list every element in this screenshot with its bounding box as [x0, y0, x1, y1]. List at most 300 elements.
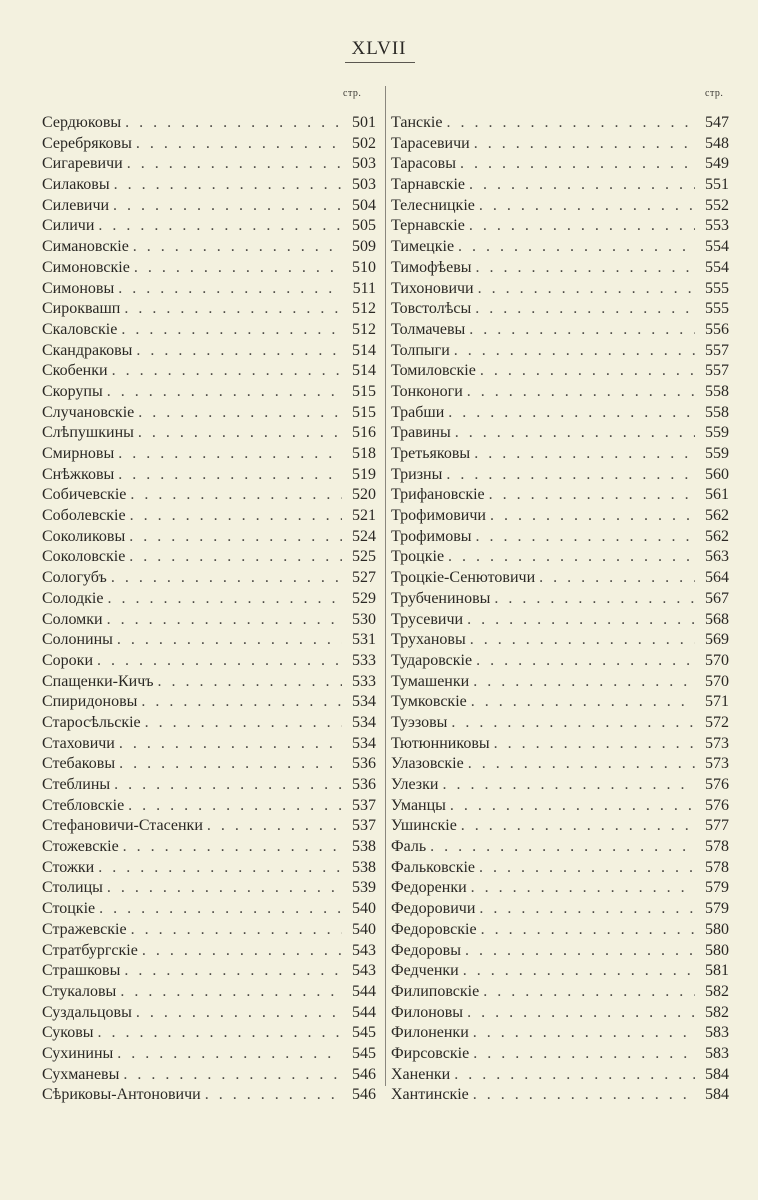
entry-page: 573: [705, 755, 729, 773]
index-entry: [391, 423, 729, 444]
index-entry: [42, 113, 376, 134]
index-entry: [391, 485, 729, 506]
entry-name: Спащенки-Кичъ: [42, 672, 154, 690]
dot-leader: [463, 961, 695, 982]
index-entry: [391, 279, 729, 300]
index-entry: [42, 506, 376, 527]
index-entry: [42, 589, 376, 610]
dot-leader: [480, 361, 695, 382]
entry-name: Слѣпушкины: [42, 424, 134, 442]
dot-leader: [478, 279, 695, 300]
entry-name: Трубчениновы: [391, 589, 491, 607]
entry-name: Силаковы: [42, 176, 110, 194]
dot-leader: [471, 878, 695, 899]
entry-name: Стебаковы: [42, 755, 116, 773]
entry-page: 544: [352, 1003, 376, 1021]
index-entry: [391, 506, 729, 527]
entry-name: Солодкіе: [42, 589, 104, 607]
entry-name: Федоренки: [391, 879, 467, 897]
dot-leader: [448, 547, 695, 568]
entry-page: 571: [705, 693, 729, 711]
entry-name: Скорупы: [42, 382, 103, 400]
entry-name: Трофимовичи: [391, 507, 486, 525]
index-entry: [391, 775, 729, 796]
entry-page: 529: [352, 589, 376, 607]
entry-page: 514: [352, 362, 376, 380]
entry-name: Симоновы: [42, 279, 115, 297]
entry-page: 533: [352, 672, 376, 690]
entry-page: 548: [705, 134, 729, 152]
index-entry: [391, 816, 729, 837]
entry-name: Ханенки: [391, 1065, 451, 1083]
entry-page: 512: [352, 300, 376, 318]
index-entry: [391, 878, 729, 899]
entry-name: Тернавскіе: [391, 217, 465, 235]
entry-name: Толмачевы: [391, 320, 466, 338]
dot-leader: [127, 154, 342, 175]
dot-leader: [119, 754, 342, 775]
index-entry: [42, 154, 376, 175]
entry-page: 583: [705, 1024, 729, 1042]
dot-leader: [205, 1085, 342, 1106]
index-entry: [42, 858, 376, 879]
entry-page: 521: [352, 507, 376, 525]
entry-page: 557: [705, 362, 729, 380]
dot-leader: [117, 630, 342, 651]
index-entry: [42, 672, 376, 693]
entry-name: Федоровскіе: [391, 920, 477, 938]
entry-name: Тонконоги: [391, 382, 463, 400]
entry-page: 527: [352, 569, 376, 587]
entry-name: Сологубъ: [42, 569, 107, 587]
dot-leader: [473, 672, 695, 693]
entry-page: 577: [705, 817, 729, 835]
index-column-left: [42, 113, 376, 1106]
entry-name: Стожевскіе: [42, 838, 119, 856]
entry-name: Суковы: [42, 1024, 94, 1042]
dot-leader: [494, 589, 695, 610]
entry-name: Скобенки: [42, 362, 108, 380]
dot-leader: [455, 423, 695, 444]
entry-name: Соколиковы: [42, 527, 126, 545]
entry-page: 559: [705, 424, 729, 442]
entry-name: Телесницкіе: [391, 196, 475, 214]
index-entry: [42, 134, 376, 155]
dot-leader: [142, 941, 342, 962]
index-entry: [391, 1003, 729, 1024]
entry-name: Соболевскіе: [42, 507, 126, 525]
index-entry: [391, 382, 729, 403]
entry-name: Улезки: [391, 776, 439, 793]
entry-name: Стукаловы: [42, 982, 117, 1000]
entry-name: Собичевскіе: [42, 486, 127, 504]
entry-page: 515: [352, 382, 376, 400]
dot-leader: [468, 754, 695, 775]
entry-page: 530: [352, 610, 376, 628]
entry-page: 531: [352, 631, 376, 649]
index-entry: [42, 258, 376, 279]
dot-leader: [138, 423, 342, 444]
entry-name: Фальковскіе: [391, 858, 476, 876]
index-entry: [391, 961, 729, 982]
dot-leader: [467, 610, 695, 631]
page-number: XLVII: [351, 38, 407, 59]
index-entry: [391, 341, 729, 362]
index-entry: [42, 1003, 376, 1024]
entry-page: 573: [705, 734, 729, 752]
dot-leader: [446, 113, 695, 134]
entry-name: Сухинины: [42, 1044, 114, 1062]
entry-name: Сердюковы: [42, 114, 122, 131]
entry-page: 564: [705, 569, 729, 587]
entry-page: 504: [352, 196, 376, 214]
entry-page: 554: [705, 238, 729, 256]
entry-page: 538: [352, 858, 376, 876]
entry-name: Скаловскіе: [42, 320, 118, 338]
dot-leader: [118, 465, 342, 486]
entry-name: Хантинскіе: [391, 1086, 469, 1104]
dot-leader: [107, 382, 342, 403]
entry-page: 576: [705, 776, 729, 793]
entry-page: 580: [705, 920, 729, 938]
index-entry: [391, 568, 729, 589]
dot-leader: [479, 858, 695, 879]
index-entry: [391, 713, 729, 734]
dot-leader: [141, 692, 342, 713]
index-entry: [42, 961, 376, 982]
index-entry: [391, 547, 729, 568]
dot-leader: [446, 465, 695, 486]
entry-name: Федченки: [391, 962, 459, 980]
index-entry: [42, 630, 376, 651]
entry-page: 543: [352, 962, 376, 980]
dot-leader: [114, 175, 342, 196]
dot-leader: [113, 196, 342, 217]
dot-leader: [133, 237, 342, 258]
index-entry: [391, 858, 729, 879]
entry-page: 511: [352, 279, 376, 297]
entry-name: Толпыги: [391, 341, 450, 359]
index-entry: [391, 1085, 729, 1106]
index-entry: [42, 361, 376, 382]
index-entry: [42, 527, 376, 548]
index-entry: [42, 651, 376, 672]
entry-page: 556: [705, 320, 729, 338]
entry-page: 579: [705, 879, 729, 897]
entry-page: 520: [352, 486, 376, 504]
entry-page: 576: [705, 796, 729, 814]
entry-name: Солонины: [42, 631, 113, 649]
entry-page: 584: [705, 1086, 729, 1104]
entry-name: Спиридоновы: [42, 693, 138, 711]
index-entry: [42, 713, 376, 734]
entry-page: 543: [352, 941, 376, 959]
dot-leader: [448, 403, 695, 424]
index-entry: [42, 1085, 376, 1106]
entry-name: Трифановскіе: [391, 486, 485, 504]
index-entry: [391, 299, 729, 320]
index-entry: [391, 196, 729, 217]
dot-leader: [454, 1065, 695, 1086]
entry-page: 536: [352, 776, 376, 793]
index-entry: [42, 920, 376, 941]
entry-page: 572: [705, 713, 729, 731]
dot-leader: [129, 547, 342, 568]
entry-page: 545: [352, 1024, 376, 1042]
entry-name: Суздальцовы: [42, 1003, 132, 1021]
entry-name: Томиловскіе: [391, 362, 476, 380]
entry-name: Старосѣльскіе: [42, 713, 141, 731]
index-entry: [391, 175, 729, 196]
entry-name: Трофимовы: [391, 527, 472, 545]
index-entry: [42, 878, 376, 899]
index-entry: [42, 299, 376, 320]
entry-page: 524: [352, 527, 376, 545]
dot-leader: [107, 589, 342, 610]
index-entry: [42, 899, 376, 920]
dot-leader: [117, 1044, 342, 1065]
index-entry: [391, 651, 729, 672]
dot-leader: [123, 1065, 342, 1086]
index-entry: [391, 465, 729, 486]
column-divider: [385, 86, 386, 1086]
entry-page: 547: [705, 114, 729, 131]
index-entry: [391, 320, 729, 341]
entry-name: Симановскіе: [42, 238, 129, 256]
dot-leader: [111, 568, 342, 589]
index-entry: [391, 527, 729, 548]
entry-page: 570: [705, 651, 729, 669]
dot-leader: [450, 796, 695, 817]
entry-page: 549: [705, 155, 729, 173]
index-entry: [42, 1023, 376, 1044]
entry-name: Травины: [391, 424, 451, 442]
index-entry: [42, 692, 376, 713]
entry-name: Стратбургскіе: [42, 941, 138, 959]
entry-page: 503: [352, 176, 376, 194]
index-entry: [42, 982, 376, 1003]
entry-page: 534: [352, 713, 376, 731]
entry-name: Тударовскіе: [391, 651, 473, 669]
entry-page: 580: [705, 941, 729, 959]
index-entry: [391, 796, 729, 817]
entry-page: 544: [352, 982, 376, 1000]
dot-leader: [481, 920, 695, 941]
index-entry: [391, 692, 729, 713]
index-entry: [391, 403, 729, 424]
dot-leader: [476, 651, 695, 672]
entry-page: 539: [352, 879, 376, 897]
entry-page: 557: [705, 341, 729, 359]
dot-leader: [112, 361, 342, 382]
entry-page: 545: [352, 1044, 376, 1062]
entry-name: Ушинскіе: [391, 817, 457, 835]
index-entry: [391, 837, 729, 858]
dot-leader: [99, 899, 342, 920]
index-entry: [42, 320, 376, 341]
index-entry: [391, 982, 729, 1003]
index-entry: [42, 1044, 376, 1065]
entry-name: Тимецкіе: [391, 238, 455, 256]
entry-name: Товстолѣсы: [391, 300, 472, 318]
dot-leader: [120, 982, 342, 1003]
dot-leader: [107, 878, 342, 899]
entry-name: Уманцы: [391, 796, 446, 814]
entry-page: 509: [352, 238, 376, 256]
entry-page: 536: [352, 755, 376, 773]
entry-page: 569: [705, 631, 729, 649]
entry-name: Тумашенки: [391, 672, 470, 690]
entry-name: Смирновы: [42, 445, 115, 462]
entry-name: Филоненки: [391, 1024, 469, 1042]
index-entry: [42, 568, 376, 589]
entry-name: Столицы: [42, 879, 103, 897]
index-entry: [391, 672, 729, 693]
entry-name: Сѣриковы-Антоновичи: [42, 1086, 201, 1104]
dot-leader: [490, 506, 695, 527]
entry-name: Стражевскіе: [42, 920, 127, 938]
dot-leader: [123, 837, 342, 858]
entry-page: 559: [705, 445, 729, 462]
dot-leader: [465, 941, 695, 962]
entry-page: 582: [705, 1003, 729, 1021]
entry-page: 555: [705, 300, 729, 318]
entry-page: 538: [352, 838, 376, 856]
entry-page: 578: [705, 838, 729, 856]
index-entry: [42, 547, 376, 568]
entry-page: 501: [352, 114, 376, 131]
dot-leader: [471, 692, 695, 713]
index-entry: [42, 196, 376, 217]
entry-page: 562: [705, 507, 729, 525]
entry-name: Страшковы: [42, 962, 121, 980]
index-entry: [42, 237, 376, 258]
entry-name: Стебловскіе: [42, 796, 125, 814]
entry-name: Тризны: [391, 465, 443, 483]
dot-leader: [430, 837, 695, 858]
dot-leader: [473, 1044, 695, 1065]
entry-page: 560: [705, 465, 729, 483]
entry-page: 534: [352, 693, 376, 711]
index-entry: [391, 1044, 729, 1065]
index-entry: [391, 361, 729, 382]
dot-leader: [451, 713, 695, 734]
entry-page: 581: [705, 962, 729, 980]
dot-leader: [114, 775, 342, 796]
entry-name: Тихоновичи: [391, 279, 474, 297]
entry-name: Третьяковы: [391, 445, 471, 462]
index-entry: [42, 341, 376, 362]
dot-leader: [458, 237, 695, 258]
dot-leader: [136, 1003, 342, 1024]
entry-page: 558: [705, 382, 729, 400]
dot-leader: [460, 154, 695, 175]
entry-name: Серебряковы: [42, 134, 132, 152]
index-entry: [391, 734, 729, 755]
entry-name: Фирсовскіе: [391, 1044, 470, 1062]
index-entry: [391, 134, 729, 155]
dot-leader: [98, 858, 342, 879]
entry-page: 537: [352, 817, 376, 835]
index-entry: [42, 734, 376, 755]
dot-leader: [494, 734, 695, 755]
entry-page: 533: [352, 651, 376, 669]
dot-leader: [489, 485, 695, 506]
entry-page: 502: [352, 134, 376, 152]
index-entry: [42, 444, 376, 465]
dot-leader: [470, 630, 695, 651]
dot-leader: [479, 196, 695, 217]
dot-leader: [207, 816, 342, 837]
entry-page: 540: [352, 900, 376, 918]
entry-page: 551: [705, 176, 729, 194]
entry-name: Туэзовы: [391, 713, 448, 731]
entry-page: 515: [352, 403, 376, 421]
dot-leader: [476, 258, 695, 279]
dot-leader: [98, 216, 342, 237]
dot-leader: [469, 175, 695, 196]
index-entry: [42, 837, 376, 858]
entry-page: 525: [352, 548, 376, 566]
entry-page: 567: [705, 589, 729, 607]
dot-leader: [118, 279, 342, 300]
entry-page: 505: [352, 217, 376, 235]
entry-page: 554: [705, 258, 729, 276]
entry-name: Силевичи: [42, 196, 110, 214]
index-entry: [391, 630, 729, 651]
index-entry: [391, 216, 729, 237]
dot-leader: [119, 734, 342, 755]
index-entry: [42, 1065, 376, 1086]
dot-leader: [136, 134, 342, 155]
dot-leader: [476, 527, 695, 548]
dot-leader: [474, 444, 695, 465]
entry-page: 568: [705, 610, 729, 628]
entry-page: 582: [705, 982, 729, 1000]
entry-name: Федоровы: [391, 941, 461, 959]
index-entry: [391, 589, 729, 610]
dot-leader: [136, 341, 342, 362]
dot-leader: [129, 527, 342, 548]
dot-leader: [473, 1023, 695, 1044]
entry-page: 503: [352, 155, 376, 173]
entry-name: Стаховичи: [42, 734, 115, 752]
entry-name: Улазовскіе: [391, 755, 464, 773]
entry-name: Тарасевичи: [391, 134, 470, 152]
index-entry: [391, 941, 729, 962]
dot-leader: [469, 216, 695, 237]
dot-leader: [483, 982, 695, 1003]
dot-leader: [474, 134, 695, 155]
entry-page: 546: [352, 1086, 376, 1104]
entry-page: 553: [705, 217, 729, 235]
entry-name: Сухманевы: [42, 1065, 120, 1083]
dot-leader: [130, 506, 342, 527]
dot-leader: [124, 299, 342, 320]
dot-leader: [442, 775, 695, 796]
index-entry: [391, 1023, 729, 1044]
index-column-right: [391, 113, 729, 1106]
entry-name: Стожки: [42, 858, 95, 876]
entry-name: Соломки: [42, 610, 103, 628]
dot-leader: [124, 961, 342, 982]
entry-page: 555: [705, 279, 729, 297]
entry-page: 512: [352, 320, 376, 338]
entry-name: Федоровичи: [391, 900, 476, 918]
index-entry: [391, 258, 729, 279]
entry-name: Стефановичи-Стасенки: [42, 817, 203, 835]
entry-page: 516: [352, 424, 376, 442]
